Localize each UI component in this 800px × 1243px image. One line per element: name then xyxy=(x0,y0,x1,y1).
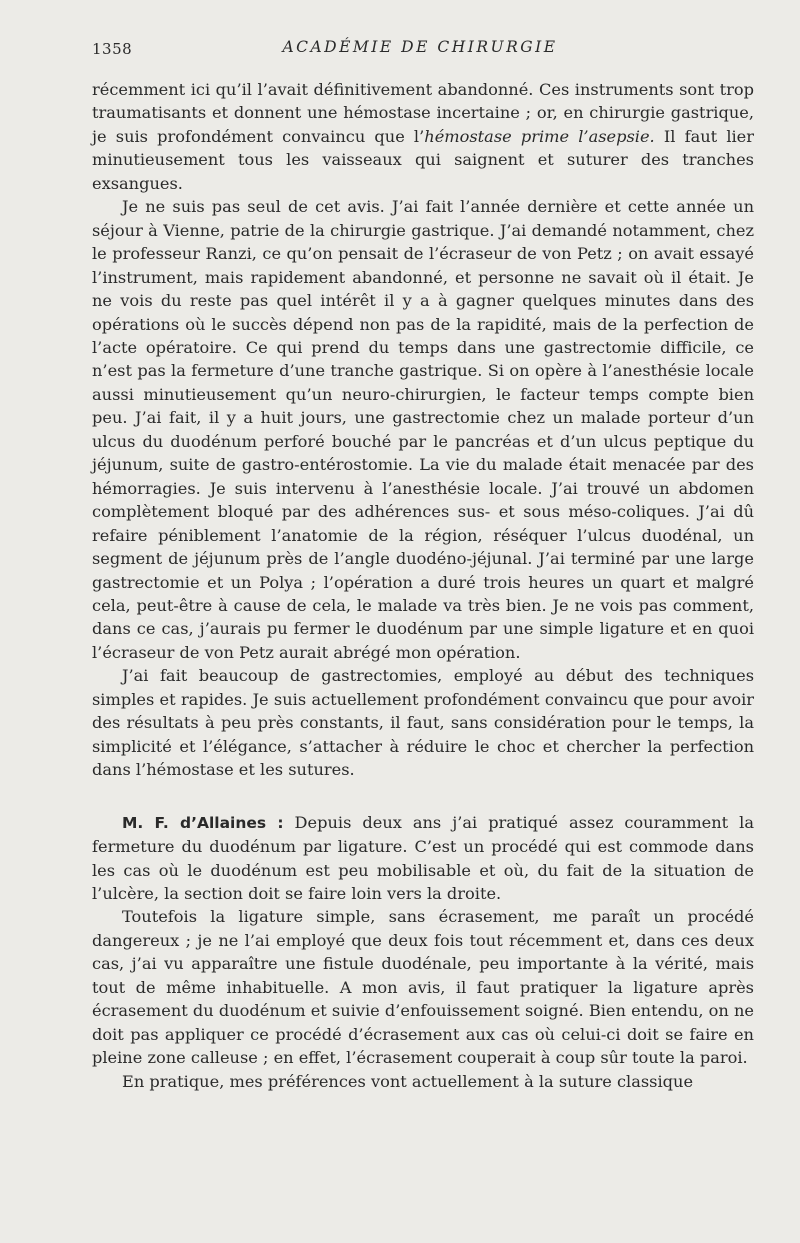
paragraph-1-text-a: récemment ici qu’il l’avait définitivement abandonné. Ces instruments sont trop traumatisants et donnent une hémostase incertaine ; or, en chirurgie gastrique, je suis profondément convaincu que l’ xyxy=(92,80,754,146)
running-head: ACADÉMIE DE CHIRURGIE xyxy=(282,38,558,56)
paragraph-4-text: Depuis deux ans j’ai pratiqué assez couramment la fermeture du duodénum par ligature. C’est un procédé qui est commode dans les cas où le duodénum est peu mobilisable et où, du fait de la situation de l’ulcère, la section doit se faire loin vers la droite. xyxy=(92,812,754,903)
paragraph-3: J’ai fait beaucoup de gastrectomies, employé au début des techniques simples et rapides. Je suis actuellement profondément convaincu que pour avoir des résultats à peu près constants, il faut, sans considération pour le temps, la simplicité et l’élégance, s’attacher à réduire le choc et chercher la perfection dans l’hémostase et les sutures. xyxy=(92,666,754,780)
paragraph-1-italic: hémostase prime l’asepsie. xyxy=(424,126,655,146)
speaker-name: M. F. d’Allaines : xyxy=(122,813,284,832)
page-number: 1358 xyxy=(92,40,133,58)
paragraph-2: Je ne suis pas seul de cet avis. J’ai fait l’année dernière et cette année un séjour à Vienne, patrie de la chirurgie gastrique. J’ai demandé notamment, chez le professeur Ranzi, ce qu’on pensait de l’écraseur de von Petz ; on avait essayé l’instrument, mais rapidement abandonné, et personne ne savait où il était. Je ne vois du reste pas quel intérêt il y a à gagner quelques minutes dans des opérations où le succès dépend non pas de la rapidité, mais de la perfection de l’acte opératoire. Ce qui prend du temps dans une gastrectomie difficile, ce n’est pas la fermeture d’une tranche gastrique. Si on opère à l’anesthésie locale aussi minutieusement qu’un neuro-chirurgien, le facteur temps compte bien peu. J’ai fait, il y a huit jours, une gastrectomie chez un malade porteur d’un ulcus du duodénum perforé bouché par le pancréas et d’un ulcus peptique du jéjunum, suite de gastro-entérostomie. La vie du malade était menacée par des hémorragies. Je suis intervenu à l’anesthésie locale. J’ai trouvé un abdomen complètement bloqué par des adhérences sus- et sous méso-coliques. J’ai dû refaire péniblement l’anatomie de la région, réséquer l’ulcus duodénal, un segment de jéjunum près de l’angle duodéno-jéjunal. J’ai terminé par une large gastrectomie et un Polya ; l’opération a duré trois heures un quart et malgré cela, peut-être à cause de cela, le malade va très bien. Je ne vois pas comment, dans ce cas, j’aurais pu fermer le duodénum par une simple ligature et en quoi l’écraseur de von Petz aurait abrégé mon opération. xyxy=(92,197,754,662)
paragraph-1 xyxy=(92,78,754,195)
paragraph-6: En pratique, mes préférences vont actuellement à la suture classique xyxy=(122,1071,694,1091)
paragraph-5: Toutefois la ligature simple, sans écrasement, me paraît un procédé dangereux ; je ne l’ai employé que deux fois tout récemment et, dans ces deux cas, j’ai vu apparaître une fistule duodénale, peu importante à la vérité, mais tout de même inhabituelle. A mon avis, il faut pratiquer la ligature après écrasement du duodénum et suivie d’enfouissement soigné. Bien entendu, on ne doit pas appliquer ce procédé d’écrasement aux cas où celui-ci doit se faire en pleine zone calleuse ; en effet, l’écrasement couperait à coup sûr toute la paroi. xyxy=(92,907,754,1068)
body-text xyxy=(92,78,754,1093)
paragraph-1-text-b: Il faut lier minutieusement tous les vaisseaux qui saignent et suturer des tranches exsangues. xyxy=(92,126,754,193)
paragraph-4 xyxy=(92,811,754,906)
